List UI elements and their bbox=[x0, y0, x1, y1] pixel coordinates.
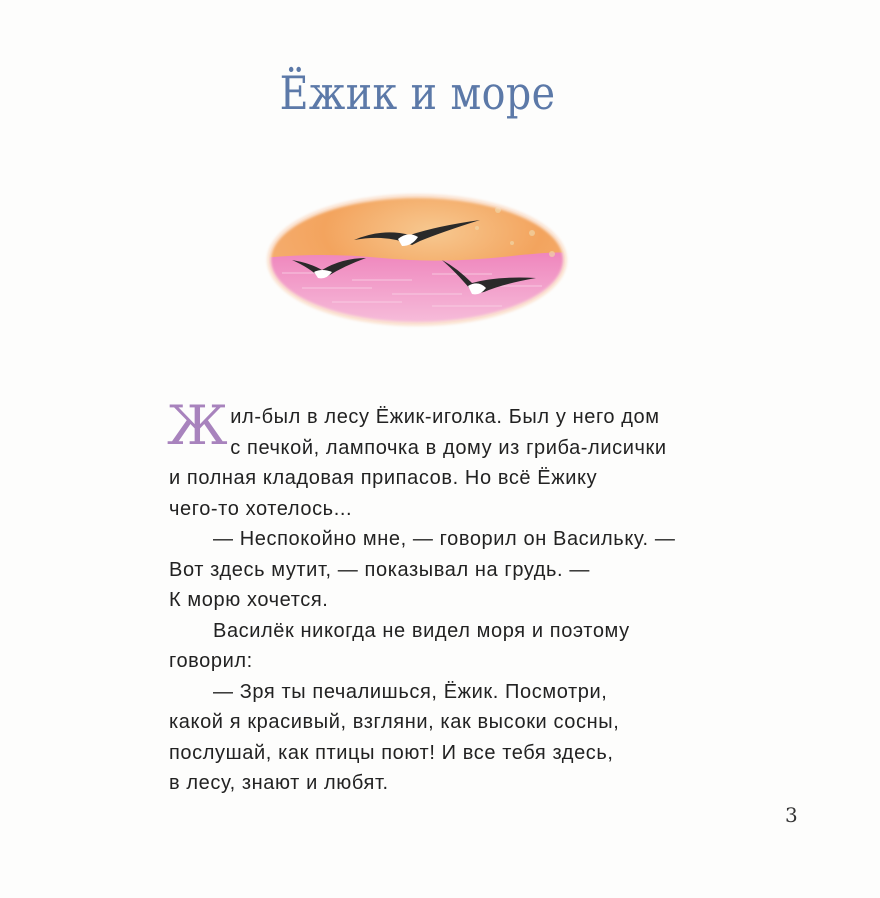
story-text bbox=[167, 394, 749, 799]
page-title: Ёжик и море bbox=[279, 66, 556, 120]
text-line: с печкой, лампочка в дому из гриба-лисички bbox=[230, 436, 667, 459]
text-line: чего-то хотелось... bbox=[169, 497, 353, 520]
paragraph-1 bbox=[167, 394, 749, 524]
paragraph-2 bbox=[169, 524, 749, 616]
page-number: 3 bbox=[785, 803, 798, 827]
paragraph-4 bbox=[169, 677, 749, 799]
drop-cap: Ж bbox=[167, 394, 229, 457]
paragraph-3 bbox=[169, 616, 749, 677]
text-line: ил-был в лесу Ёжик-иголка. Был у него дом bbox=[230, 406, 660, 428]
text-line: — Неспокойно мне, — говорил он Васильку. — bbox=[213, 528, 676, 550]
text-line: Вот здесь мутит, — показывал на грудь. — bbox=[169, 558, 590, 581]
text-line: К морю хочется. bbox=[169, 589, 329, 611]
seagulls-over-sea-illustration bbox=[262, 188, 572, 333]
text-line: — Зря ты печалишься, Ёжик. Посмотри, bbox=[213, 680, 608, 703]
text-line: и полная кладовая припасов. Но всё Ёжику bbox=[169, 467, 598, 489]
text-line: в лесу, знают и любят. bbox=[169, 772, 389, 794]
text-line: говорил: bbox=[169, 650, 253, 672]
text-line: послушай, как птицы поют! И все тебя здесь, bbox=[169, 741, 614, 764]
text-line: Василёк никогда не видел моря и поэтому bbox=[213, 619, 630, 642]
text-line: какой я красивый, взгляни, как высоки сосны, bbox=[169, 711, 620, 733]
